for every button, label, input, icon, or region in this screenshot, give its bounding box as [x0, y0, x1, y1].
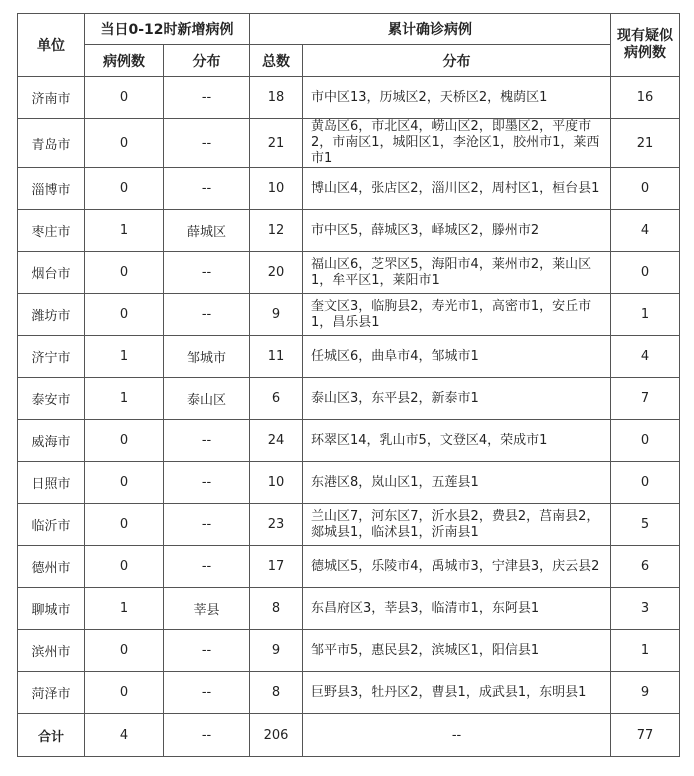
cases-table — [17, 13, 680, 757]
cumulative-total-cell: 8 — [250, 588, 303, 630]
cumulative-total-cell: 11 — [250, 336, 303, 378]
total-cumulative-total-cell: 206 — [250, 714, 303, 757]
new-distribution-cell: -- — [164, 546, 250, 588]
cumulative-total-cell: 12 — [250, 210, 303, 252]
header-new-distribution: 分布 — [164, 45, 250, 77]
cumulative-total-cell: 8 — [250, 672, 303, 714]
table-row — [18, 294, 680, 336]
suspected-cell: 4 — [611, 336, 680, 378]
cumulative-total-cell: 9 — [250, 294, 303, 336]
total-row — [18, 714, 680, 757]
header-new-count: 病例数 — [85, 45, 164, 77]
new-distribution-cell: -- — [164, 168, 250, 210]
new-count-cell: 0 — [85, 77, 164, 119]
new-count-cell: 1 — [85, 378, 164, 420]
new-distribution-cell: 薛城区 — [164, 210, 250, 252]
new-distribution-cell: -- — [164, 462, 250, 504]
new-count-cell: 1 — [85, 210, 164, 252]
cumulative-distribution-cell: 奎文区3，临朐县2，寿光市1，高密市1，安丘市1，昌乐县1 — [303, 294, 611, 336]
cumulative-distribution-cell: 市中区13，历城区2，天桥区2，槐荫区1 — [303, 77, 611, 119]
suspected-cell: 16 — [611, 77, 680, 119]
table-row — [18, 420, 680, 462]
new-distribution-cell: -- — [164, 294, 250, 336]
cumulative-total-cell: 18 — [250, 77, 303, 119]
new-distribution-cell: -- — [164, 119, 250, 168]
new-distribution-cell: -- — [164, 420, 250, 462]
city-cell: 德州市 — [18, 546, 85, 588]
new-distribution-cell: -- — [164, 630, 250, 672]
cumulative-total-cell: 24 — [250, 420, 303, 462]
cumulative-distribution-cell: 东港区8，岚山区1，五莲县1 — [303, 462, 611, 504]
header-suspected-label: 现有疑似病例数 — [617, 28, 674, 61]
city-cell: 潍坊市 — [18, 294, 85, 336]
cumulative-distribution-cell: 市中区5，薛城区3，峄城区2，滕州市2 — [303, 210, 611, 252]
suspected-cell: 1 — [611, 630, 680, 672]
new-count-cell: 0 — [85, 546, 164, 588]
table-body — [18, 77, 680, 757]
table-row — [18, 546, 680, 588]
table-row — [18, 378, 680, 420]
header-cumulative: 累计确诊病例 — [250, 14, 611, 45]
city-cell: 菏泽市 — [18, 672, 85, 714]
city-cell: 枣庄市 — [18, 210, 85, 252]
table-row — [18, 119, 680, 168]
total-city-cell: 合计 — [18, 714, 85, 757]
new-distribution-cell: -- — [164, 77, 250, 119]
suspected-cell: 9 — [611, 672, 680, 714]
table-row — [18, 462, 680, 504]
header-new-cases: 当日0-12时新增病例 — [85, 14, 250, 45]
new-count-cell: 0 — [85, 630, 164, 672]
header-cum-total: 总数 — [250, 45, 303, 77]
new-count-cell: 0 — [85, 119, 164, 168]
table-row — [18, 504, 680, 546]
cumulative-distribution-cell: 福山区6，芝罘区5，海阳市4，莱州市2，莱山区1，牟平区1，莱阳市1 — [303, 252, 611, 294]
new-distribution-cell: 泰山区 — [164, 378, 250, 420]
cumulative-distribution-cell: 东昌府区3，莘县3，临清市1，东阿县1 — [303, 588, 611, 630]
new-count-cell: 0 — [85, 252, 164, 294]
suspected-cell: 7 — [611, 378, 680, 420]
new-count-cell: 0 — [85, 462, 164, 504]
suspected-cell: 6 — [611, 546, 680, 588]
total-new-count-cell: 4 — [85, 714, 164, 757]
cumulative-total-cell: 17 — [250, 546, 303, 588]
new-count-cell: 0 — [85, 672, 164, 714]
new-count-cell: 1 — [85, 588, 164, 630]
cumulative-distribution-cell: 博山区4，张店区2，淄川区2，周村区1，桓台县1 — [303, 168, 611, 210]
city-cell: 济南市 — [18, 77, 85, 119]
suspected-cell: 21 — [611, 119, 680, 168]
table-row — [18, 630, 680, 672]
city-cell: 日照市 — [18, 462, 85, 504]
cumulative-total-cell: 23 — [250, 504, 303, 546]
suspected-cell: 0 — [611, 252, 680, 294]
suspected-cell: 5 — [611, 504, 680, 546]
header-unit: 单位 — [18, 14, 85, 77]
city-cell: 青岛市 — [18, 119, 85, 168]
city-cell: 临沂市 — [18, 504, 85, 546]
total-suspected-cell: 77 — [611, 714, 680, 757]
city-cell: 烟台市 — [18, 252, 85, 294]
table-row — [18, 336, 680, 378]
new-count-cell: 1 — [85, 336, 164, 378]
cumulative-total-cell: 20 — [250, 252, 303, 294]
city-cell: 泰安市 — [18, 378, 85, 420]
city-cell: 滨州市 — [18, 630, 85, 672]
cumulative-distribution-cell: 邹平市5，惠民县2，滨城区1，阳信县1 — [303, 630, 611, 672]
new-distribution-cell: -- — [164, 672, 250, 714]
city-cell: 威海市 — [18, 420, 85, 462]
total-cumulative-distribution-cell: -- — [303, 714, 611, 757]
total-new-distribution-cell: -- — [164, 714, 250, 757]
cumulative-distribution-cell: 泰山区3，东平县2，新泰市1 — [303, 378, 611, 420]
new-count-cell: 0 — [85, 294, 164, 336]
new-count-cell: 0 — [85, 420, 164, 462]
city-cell: 聊城市 — [18, 588, 85, 630]
suspected-cell: 4 — [611, 210, 680, 252]
city-cell: 济宁市 — [18, 336, 85, 378]
new-distribution-cell: 莘县 — [164, 588, 250, 630]
header-row-2 — [18, 45, 680, 77]
cumulative-total-cell: 6 — [250, 378, 303, 420]
cumulative-total-cell: 10 — [250, 462, 303, 504]
cumulative-distribution-cell: 兰山区7，河东区7，沂水县2，费县2，莒南县2，郯城县1，临沭县1，沂南县1 — [303, 504, 611, 546]
suspected-cell: 0 — [611, 420, 680, 462]
new-count-cell: 0 — [85, 168, 164, 210]
new-distribution-cell: 邹城市 — [164, 336, 250, 378]
table-row — [18, 588, 680, 630]
city-cell: 淄博市 — [18, 168, 85, 210]
cumulative-total-cell: 10 — [250, 168, 303, 210]
table-row — [18, 672, 680, 714]
cases-table-container — [17, 13, 680, 757]
header-suspected — [611, 14, 680, 77]
suspected-cell: 0 — [611, 168, 680, 210]
table-row — [18, 77, 680, 119]
suspected-cell: 3 — [611, 588, 680, 630]
header-row-1 — [18, 14, 680, 45]
cumulative-distribution-cell: 环翠区14，乳山市5，文登区4，荣成市1 — [303, 420, 611, 462]
suspected-cell: 1 — [611, 294, 680, 336]
new-distribution-cell: -- — [164, 252, 250, 294]
cumulative-total-cell: 9 — [250, 630, 303, 672]
cumulative-distribution-cell: 黄岛区6，市北区4，崂山区2，即墨区2，平度市2，市南区1，城阳区1，李沧区1，胶州市1，莱西市1 — [303, 119, 611, 168]
cumulative-distribution-cell: 巨野县3，牡丹区2，曹县1，成武县1，东明县1 — [303, 672, 611, 714]
cumulative-distribution-cell: 德城区5，乐陵市4，禹城市3，宁津县3，庆云县2 — [303, 546, 611, 588]
cumulative-total-cell: 21 — [250, 119, 303, 168]
new-count-cell: 0 — [85, 504, 164, 546]
table-row — [18, 210, 680, 252]
cumulative-distribution-cell: 任城区6，曲阜市4，邹城市1 — [303, 336, 611, 378]
table-row — [18, 168, 680, 210]
table-row — [18, 252, 680, 294]
suspected-cell: 0 — [611, 462, 680, 504]
header-cum-distribution: 分布 — [303, 45, 611, 77]
new-distribution-cell: -- — [164, 504, 250, 546]
